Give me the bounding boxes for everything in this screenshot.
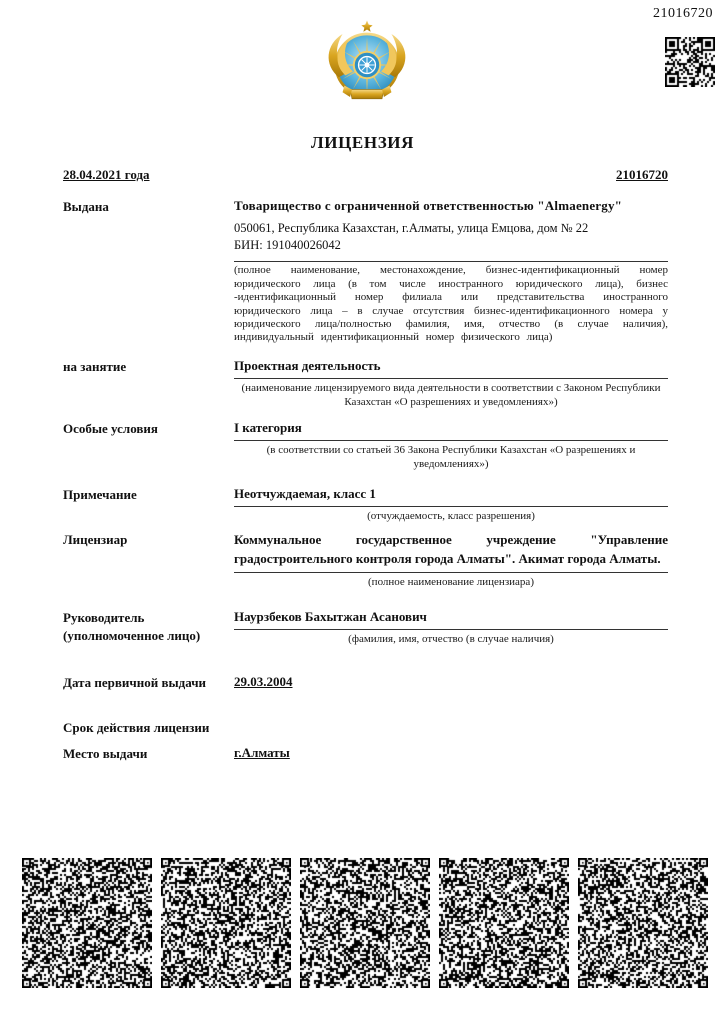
head-caption: (фамилия, имя, отчество (в случае наличия): [348, 633, 554, 646]
licensor-caption: (полное наименование лицензиара): [368, 575, 534, 588]
activity-value: Проектная деятельность: [234, 357, 381, 373]
validity-label: Срок действия лицензии: [63, 720, 210, 736]
head-value: Наурзбеков Бахытжан Асанович: [234, 609, 427, 625]
row-licensor: [63, 531, 668, 589]
issued-to-label: Выдана: [63, 199, 109, 214]
activity-caption: (наименование лицензируемого вида деятельности в соответствии с Законом Республики Казахстан «О разрешениях и уведомлениях»): [241, 381, 661, 409]
license-number: 21016720: [616, 167, 668, 182]
rule: [234, 261, 668, 262]
issued-to-caption: (полное наименование, местонахождение, бизнес-идентификационный номер юридического лица (в том числе иностранного юридического лица), бизнес -идентификационный номер филиала или представительства иностранного юридического лица – в случае отсутствия бизнес-идентификационного номера у юридического лица/полностью фамилия, имя, отчество (в случае наличия), индивидуальный идентификационный номер физического лица): [234, 264, 668, 344]
kazakhstan-emblem-icon: [320, 18, 414, 112]
rule: [234, 572, 668, 573]
row-issued-to: [63, 198, 668, 345]
document-header: [0, 0, 725, 124]
row-activity: [63, 358, 668, 410]
licensor-value: Коммунальное государственное учреждение "Управление градостроительного контроля города Алматы". Акимат города Алматы.: [234, 532, 668, 566]
licensor-label: Лицензиар: [63, 532, 128, 548]
row-head: [63, 609, 668, 646]
special-conditions-caption: (в соответствии со статьей 36 Закона Республики Казахстан «О разрешениях и уведомлениях»): [266, 443, 636, 471]
security-barcode-block: [300, 858, 430, 988]
special-conditions-label: Особые условия: [63, 420, 158, 436]
security-barcode-block: [578, 858, 708, 988]
rule: [234, 440, 668, 441]
special-conditions-value: I категория: [234, 419, 302, 435]
activity-label: на занятие: [63, 358, 127, 374]
security-barcode-block: [161, 858, 291, 988]
row-note: [63, 486, 668, 523]
rule: [234, 378, 668, 379]
licensee-name: Товарищество с ограниченной ответственностью "Almaenergy": [234, 198, 623, 213]
security-codes: [22, 858, 708, 988]
document-title: ЛИЦЕНЗИЯ: [311, 133, 414, 152]
security-barcode-block: [439, 858, 569, 988]
first-issue-date-label: Дата первичной выдачи: [63, 674, 207, 690]
licensee-address: 050061, Республика Казахстан, г.Алматы, улица Емцова, дом № 22: [234, 220, 589, 235]
date-number-row: [63, 167, 668, 183]
row-validity: [63, 719, 668, 737]
note-label: Примечание: [63, 486, 137, 502]
document-number-top: 21016720: [653, 6, 713, 21]
security-barcode-block: [22, 858, 152, 988]
place-of-issue-value: г.Алматы: [234, 744, 290, 760]
place-of-issue-label: Место выдачи: [63, 745, 148, 761]
row-special-conditions: [63, 420, 668, 472]
note-caption: (отчуждаемость, класс разрешения): [367, 509, 535, 522]
row-place-of-issue: [63, 745, 668, 763]
first-issue-date-value: 29.03.2004: [234, 673, 293, 689]
licensee-bin: БИН: 191040026042: [234, 238, 341, 253]
row-first-issue-date: [63, 674, 668, 692]
note-value: Неотчуждаемая, класс 1: [234, 485, 376, 501]
document-body: [0, 167, 725, 762]
head-label: Руководитель (уполномоченное лицо): [63, 610, 201, 643]
rule: [234, 506, 668, 507]
rule: [234, 629, 668, 630]
issue-date: 28.04.2021 года: [63, 167, 150, 182]
qr-code: [665, 37, 715, 87]
